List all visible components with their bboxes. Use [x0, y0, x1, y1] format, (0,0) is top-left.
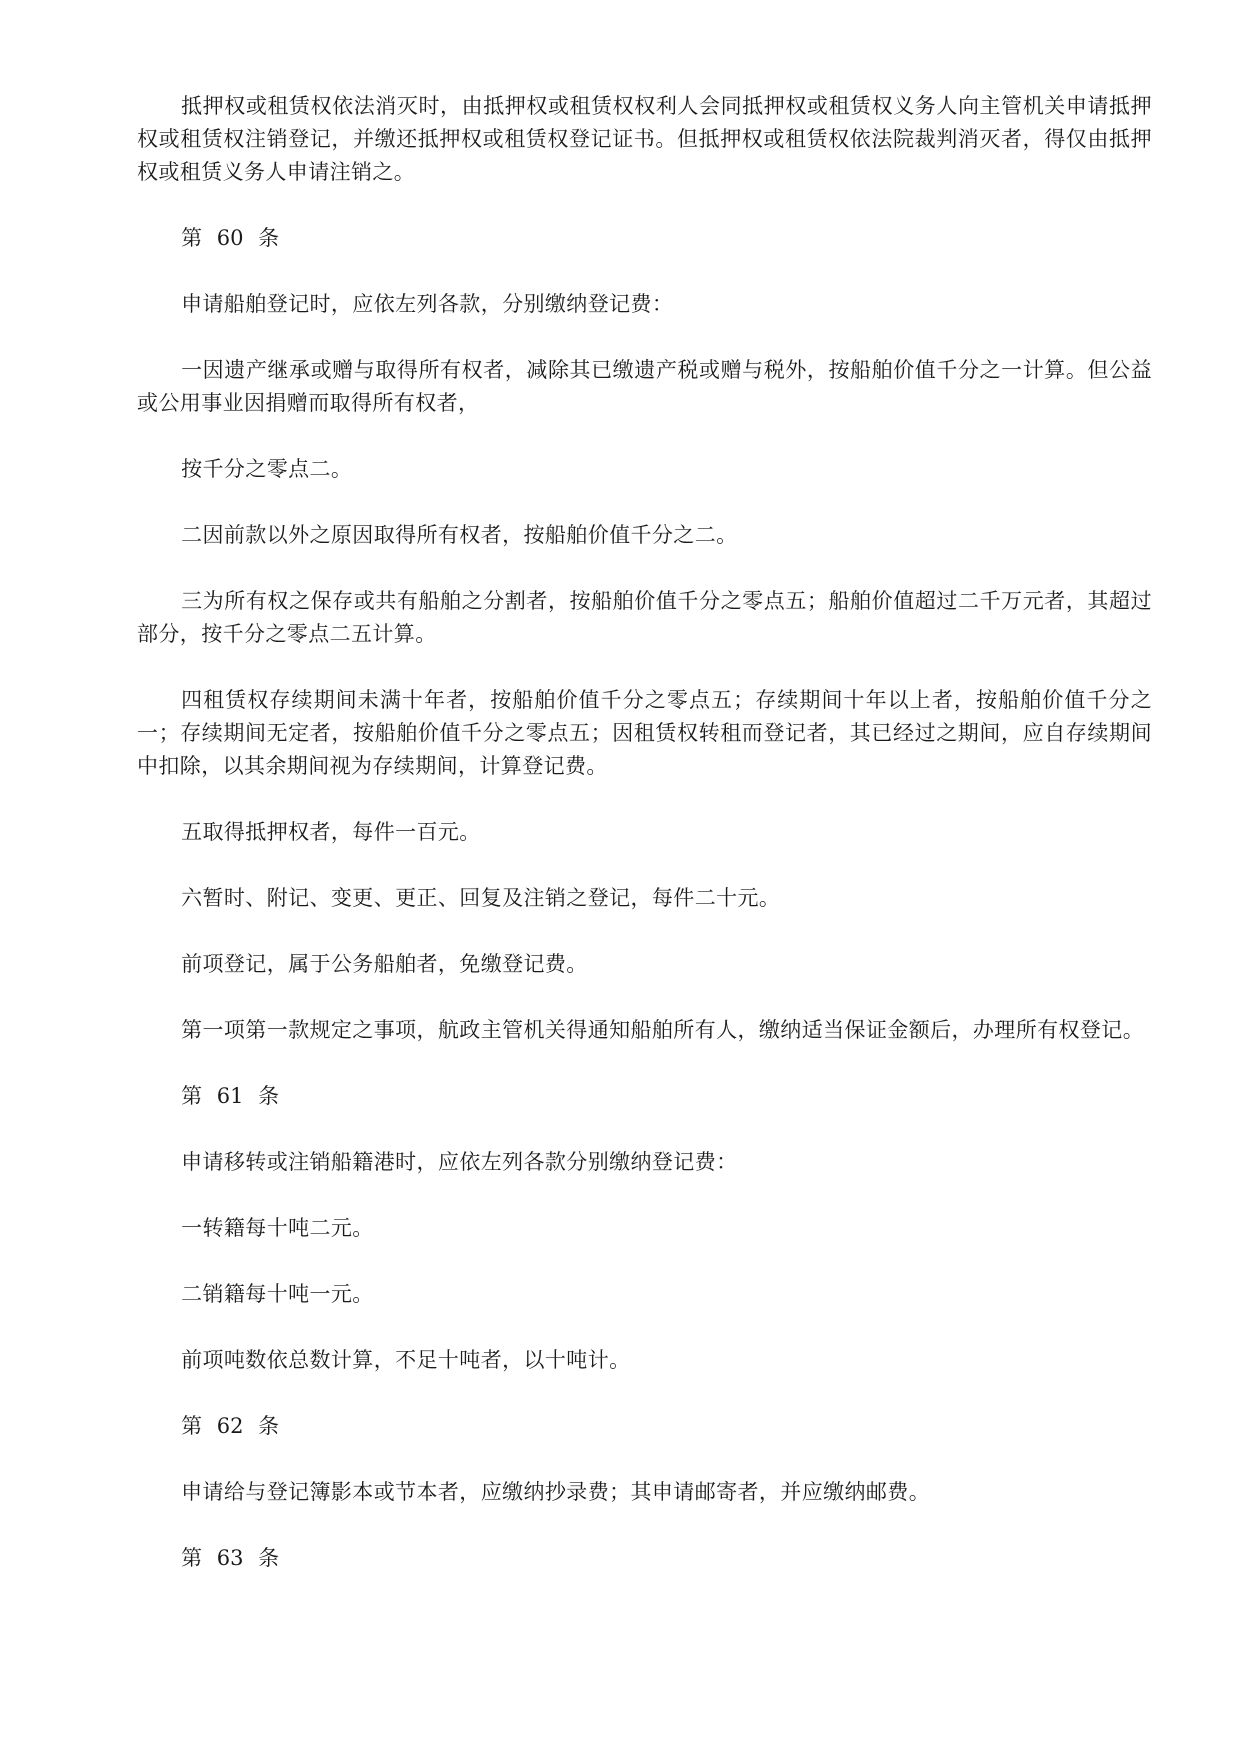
article-heading-61: 第 61 条 [181, 1084, 280, 1108]
paragraph-copy-fee: 申请给与登记簿影本或节本者，应缴纳抄录费；其申请邮寄者，并应缴纳邮费。 [181, 1480, 931, 1504]
article-heading-63: 第 63 条 [181, 1546, 280, 1570]
article-heading-62: 第 62 条 [181, 1414, 280, 1438]
paragraph-item-6: 六暂时、附记、变更、更正、回复及注销之登记，每件二十元。 [181, 886, 781, 910]
paragraph-item-1-continued: 按千分之零点二。 [181, 457, 353, 481]
paragraph-item-2: 二因前款以外之原因取得所有权者，按船舶价值千分之二。 [181, 523, 738, 547]
paragraph-item-1: 一因遗产继承或赠与取得所有权者，减除其已缴遗产税或赠与税外，按船舶价值千分之一计算。但公益或公用事业因捐赠而取得所有权者， [137, 358, 1152, 415]
paragraph-registration-fee-intro: 申请船舶登记时，应依左列各款，分别缴纳登记费： [181, 292, 674, 316]
paragraph-transfer-fee: 一转籍每十吨二元。 [181, 1216, 374, 1240]
paragraph-mortgage-cancellation: 抵押权或租赁权依法消灭时，由抵押权或租赁权权利人会同抵押权或租赁权义务人向主管机关申请抵押权或租赁权注销登记，并缴还抵押权或租赁权登记证书。但抵押权或租赁权依法院裁判消灭者，得仅由抵押权或租赁义务人申请注销之。 [137, 94, 1152, 184]
paragraph-port-transfer-fee-intro: 申请移转或注销船籍港时，应依左列各款分别缴纳登记费： [181, 1150, 738, 1174]
paragraph-item-3: 三为所有权之保存或共有船舶之分割者，按船舶价值千分之零点五；船舶价值超过二千万元者，其超过部分，按千分之零点二五计算。 [137, 589, 1152, 646]
paragraph-item-4: 四租赁权存续期间未满十年者，按船舶价值千分之零点五；存续期间十年以上者，按船舶价值千分之一；存续期间无定者，按船舶价值千分之零点五；因租赁权转租而登记者，其已经过之期间，应自存续期间中扣除，以其余期间视为存续期间，计算登记费。 [137, 688, 1152, 778]
paragraph-cancellation-fee: 二销籍每十吨一元。 [181, 1282, 374, 1306]
document-body [137, 90, 1152, 1608]
paragraph-item-5: 五取得抵押权者，每件一百元。 [181, 820, 481, 844]
paragraph-tonnage-rule: 前项吨数依总数计算，不足十吨者，以十吨计。 [181, 1348, 631, 1372]
paragraph-public-ship-exemption: 前项登记，属于公务船舶者，免缴登记费。 [181, 952, 588, 976]
paragraph-deposit-provision: 第一项第一款规定之事项，航政主管机关得通知船舶所有人，缴纳适当保证金额后，办理所有权登记。 [181, 1018, 1145, 1042]
article-heading-60: 第 60 条 [181, 226, 280, 250]
